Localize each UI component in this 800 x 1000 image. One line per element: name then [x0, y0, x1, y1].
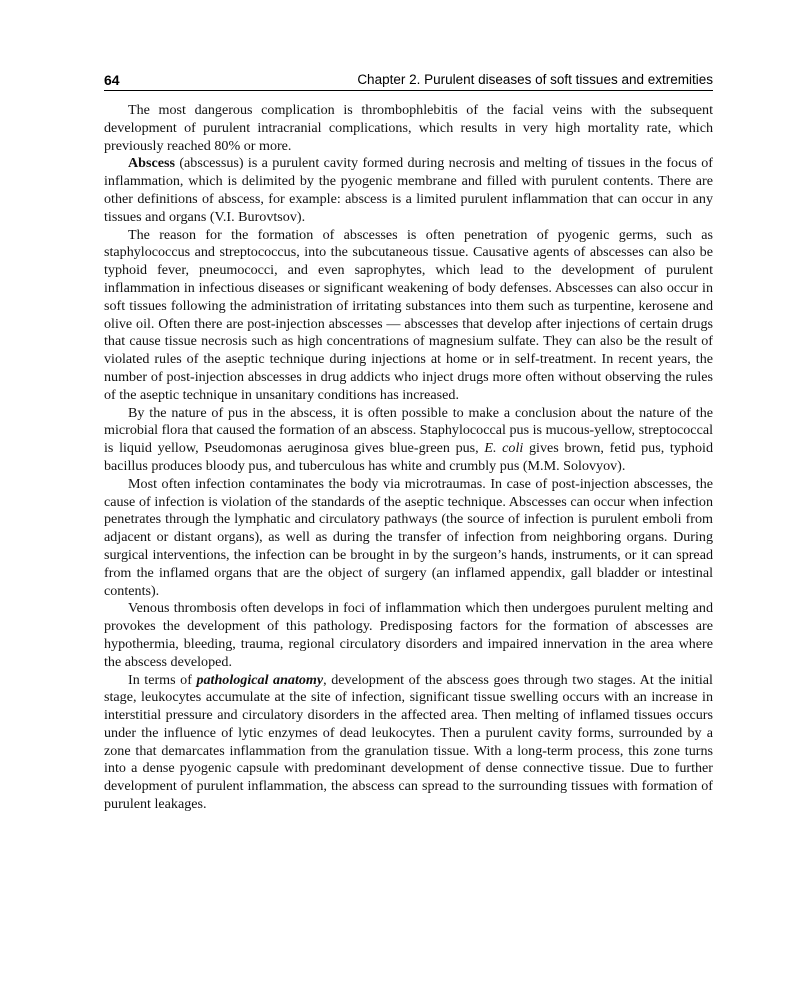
paragraph-text: The reason for the formation of abscesses is often penetration of pyogenic germs, such as staphylococcus and streptococcus, into the subcutaneous tissue. Causative agents of abscesses can also be typhoid fever, pneumococci, and even saprophytes, which lead to the development of purulent inflammation in infectious diseases or significant weakening of body defenses. Abscesses can also occur in soft tissues following the administration of irritating substances into them such as turpentine, kerosene and olive oil. Often there are post-injection abscesses — abscesses that develop after injections of certain drugs that cause tissue necrosis such as high concentrations of magnesium sulfate. They can also be the result of violated rules of the aseptic technique during injections at home or in self-treatment. In recent years, the number of post-injection abscesses in drug addicts who inject drugs more often without observing the rules of the aseptic technique in unsanitary conditions has increased. [104, 226, 713, 403]
paragraph-pus-nature [104, 405, 713, 476]
paragraph-text: Most often infection contaminates the body via microtraumas. In case of post-injection abscesses, the cause of infection is violation of the standards of the aseptic technique. Abscesses can occur when infection penetrates through the lymphatic and circulatory pathways (the source of infection is purulent emboli from adjacent or distant organs), as well as during the transfer of infection from neighboring organs. During surgical interventions, the infection can be brought in by the surgeon’s hands, instruments, or it can spread from the inflamed organs that are the object of surgery (an inflamed appendix, gall bladder or intestinal contents). [104, 475, 713, 599]
paragraph-text: The most dangerous complication is thrombophlebitis of the facial veins with the subsequent development of purulent intracranial complications, which results in very high mortality rate, which previously reached 80% or more. [104, 102, 713, 154]
paragraph-thrombosis [104, 600, 713, 671]
running-head: Chapter 2. Purulent diseases of soft tissues and extremities [357, 72, 713, 87]
page-number: 64 [104, 72, 120, 88]
paragraph-infection-routes [104, 476, 713, 601]
paragraph-text: By the nature of pus in the abscess, it is often possible to make a conclusion about the nature of the microbial flora that caused the formation of an abscess. Staphylococcal pus is mucous-yellow, streptococcal is liquid yellow, Pseudomonas aeruginosa gives blue-green pus, [104, 404, 713, 457]
paragraph-pathological-anatomy [104, 672, 713, 814]
paragraph-complication [104, 102, 713, 155]
paragraph-text: gives brown, fetid pus, typhoid bacillus produces bloody pus, and tuberculous has white and crumbly pus (M.M. Solovyov). [104, 440, 713, 474]
paragraph-text: In terms of [128, 671, 197, 688]
term-abscess: Abscess [128, 155, 175, 172]
term-pathological-anatomy: pathological anatomy [196, 671, 324, 688]
paragraph-text: Venous thrombosis often develops in foci of inflammation which then undergoes purulent melting and provokes the development of this pathology. Predisposing factors for the formation of abscesses are hypothermia, bleeding, trauma, regional circulatory disorders and impaired innervation in the area where the abscess developed. [104, 600, 713, 670]
paragraph-text: (abscessus) is a purulent cavity formed during necrosis and melting of tissues in the focus of inflammation, which is delimited by the pyogenic membrane and filled with purulent contents. There are other definitions of abscess, for example: abscess is a limited purulent inflammation that can occur in any tissues and organs (V.I. Burovtsov). [104, 155, 713, 225]
paragraph-abscess-definition [104, 155, 713, 226]
latin-e-coli: E. coli [484, 440, 524, 457]
paragraph-text: , development of the abscess goes through two stages. At the initial stage, leukocytes accumulate at the site of infection, significant tissue swelling occurs with an increase in interstitial pressure and circulatory disorders in the affected area. Then melting of inflamed tissues occurs under the influence of lytic enzymes of dead leukocytes. Then a purulent cavity forms, surrounded by a zone that demarcates inflammation from the granulation tissue. With a long-term process, this zone turns into a dense pyogenic capsule with predominant development of dense connective tissue. Due to further development of purulent inflammation, the abscess can spread to the surrounding tissues with formation of purulent leakages. [104, 671, 713, 813]
paragraph-causes [104, 227, 713, 405]
body-text [104, 102, 713, 814]
page-header [104, 70, 713, 91]
